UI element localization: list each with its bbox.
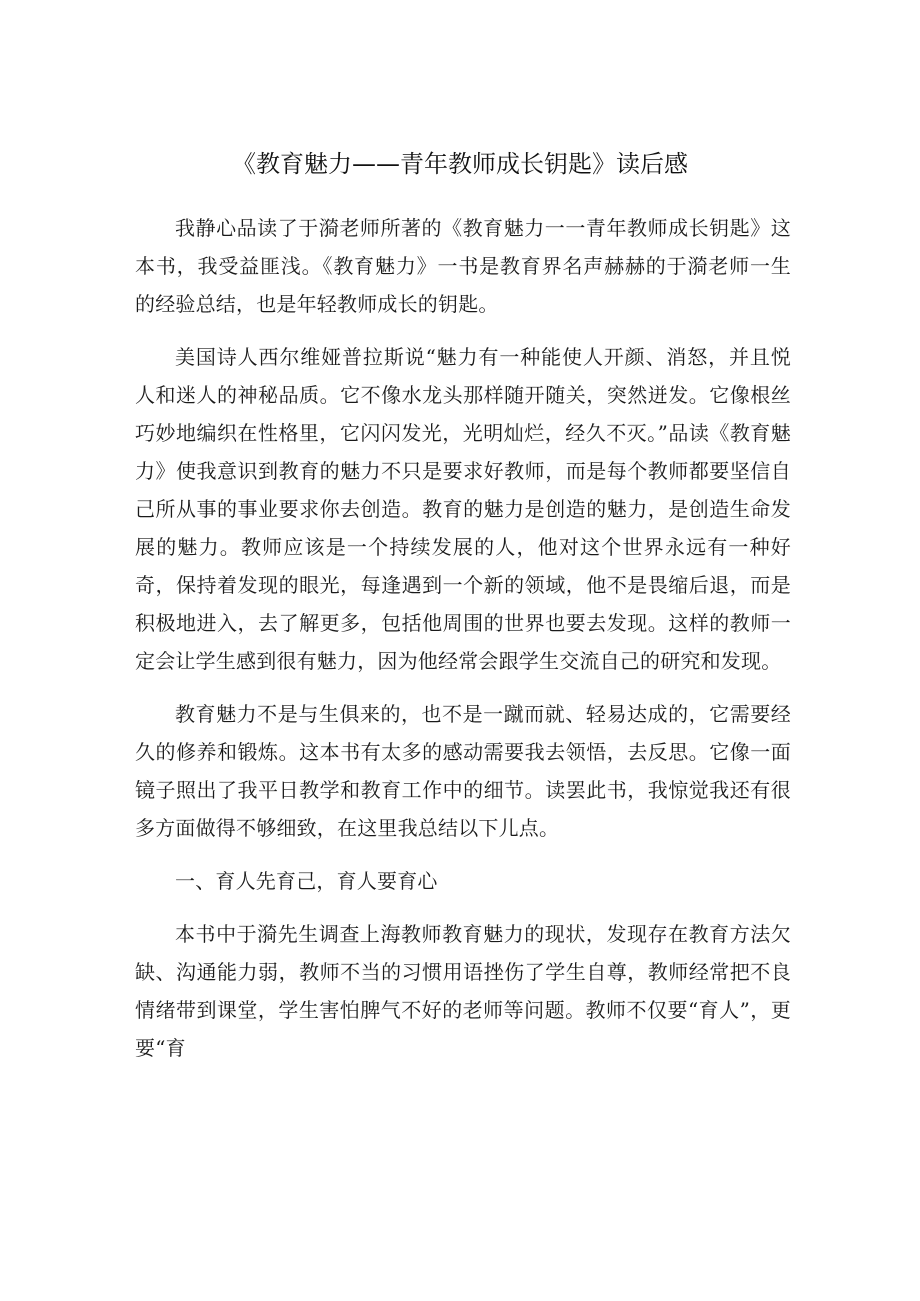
- paragraph-cultivation: 教育魅力不是与生俱来的，也不是一蹴而就、轻易达成的，它需要经久的修养和锻炼。这本书有太多的感动需要我去领悟，去反思。它像一面镜子照出了我平日教学和教育工作中的细节。读罢此书，我惊觉我还有很多方面做得不够细致，在这里我总结以下儿点。: [135, 702, 791, 840]
- paragraph-intro: 我静心品读了于漪老师所著的《教育魅力一一青年教师成长钥匙》这本书，我受益匪浅。《教育魅力》一书是教育界名声赫赫的于漪老师一生的经验总结，也是年轻教师成长的钥匙。: [135, 216, 791, 316]
- section-heading-1: 一、育人先育己，育人要育心: [175, 869, 438, 893]
- paragraph-survey: 本书中于漪先生调查上海教师教育魅力的现状，发现存在教育方法欠缺、沟通能力弱，教师不当的习惯用语挫伤了学生自尊，教师经常把不良情绪带到课堂，学生害怕脾气不好的老师等问题。教师不仅要“育人”，更要“育: [135, 922, 791, 1060]
- document-body: [135, 209, 791, 1082]
- paragraph-charm-quote: 美国诗人西尔维娅普拉斯说“魅力有一种能使人开颜、消怒，并且悦人和迷人的神秘品质。它不像水龙头那样随开随关，突然迸发。它像根丝巧妙地编织在性格里，它闪闪发光，光明灿烂，经久不灭。”品读《教育魅力》使我意识到教育的魅力不只是要求好教师，而是每个教师都要坚信自己所从事的事业要求你去创造。教育的魅力是创造的魅力，是创造生命发展的魅力。教师应该是一个持续发展的人，他对这个世界永远有一种好奇，保持着发现的眼光，每逢遇到一个新的领域，他不是畏缩后退，而是积极地进入，去了解更多，包括他周围的世界也要去发现。这样的教师一定会让学生感到很有魅力，因为他经常会跟学生交流自己的研究和发现。: [135, 345, 791, 673]
- document-title: 《教育魅力——青年教师成长钥匙》读后感: [232, 150, 688, 178]
